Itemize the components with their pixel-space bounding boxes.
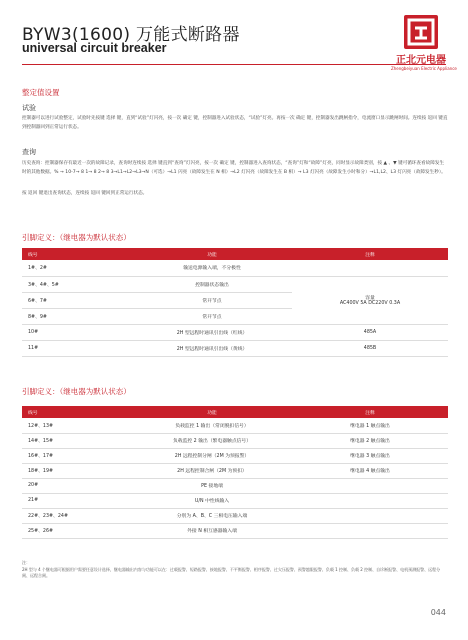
col-header-no: 线号 xyxy=(22,406,132,418)
brand-logo xyxy=(391,15,457,71)
pin-table-1 xyxy=(22,248,448,357)
pin-func: U/N 中性线输入 xyxy=(132,493,292,508)
pin-func: PE 接地端 xyxy=(132,478,292,493)
test-description: 控制器可以进行试验整定，试验时先按键 选择 键，直到“试验”灯闪亮，按一次 确定 键，控制器进入试验状态，“试验”灯亮。再按一次 确定 键，控制器发出跳闸指令，电流窗口显示跳闸时间。连续按 返回 键直到控制器回到正常运行状态。 xyxy=(22,116,448,130)
col-header-note: 注释 xyxy=(292,248,448,260)
pin-func: 输送电源输入端，不分极性 xyxy=(132,260,292,276)
pin-no: 22#、23#、24# xyxy=(22,508,132,523)
pin-func: 常开节点 xyxy=(132,308,292,324)
footnote-text: 2H 型与 4 个继电器可根据用户需要任意设计选择，继电器输出内容与功能可以在：过载报警、短路报警、接地报警、不平衡报警、相序报警、过欠压报警、预警越限报警、负载 1 控制、负载 2 控制、自诊断报警、电机预测报警、远程分闸、远程合闸。 xyxy=(22,566,441,578)
pin-no: 14#、15# xyxy=(22,433,132,448)
pin-func: 常开节点 xyxy=(132,292,292,308)
pin-note xyxy=(292,260,448,276)
pin-no: 8#、9# xyxy=(22,308,132,324)
section-title-setting: 整定值设置 xyxy=(22,88,60,97)
pin-note xyxy=(292,523,448,538)
pin-note xyxy=(292,478,448,493)
pin-no: 10# xyxy=(22,324,132,340)
pin-func: 2H 远程控制分闸（2M 为预报警） xyxy=(132,448,292,463)
capacity-value: AC400V 5A DC220V 0.3A xyxy=(339,301,401,306)
col-header-func: 功能 xyxy=(132,406,292,418)
pin-func: 2H 型远程时通讯引出线（黄线） xyxy=(132,340,292,356)
pin-func: 2H 型远程时通讯引出线（红线） xyxy=(132,324,292,340)
pin-note: 485A xyxy=(292,324,448,340)
table-row xyxy=(22,478,448,493)
table-row xyxy=(22,260,448,276)
table-row xyxy=(22,493,448,508)
pin-table-2-title: 引脚定义：（继电器为默认状态） xyxy=(22,387,131,396)
pin-func: 外接 N 相互感器输入端 xyxy=(132,523,292,538)
pin-no: 1#、2# xyxy=(22,260,132,276)
pin-no: 21# xyxy=(22,493,132,508)
pin-no: 25#、26# xyxy=(22,523,132,538)
table-row xyxy=(22,508,448,523)
table-row xyxy=(22,340,448,356)
subsection-title-query: 查询 xyxy=(22,148,36,156)
footnote-label: 注： xyxy=(22,560,30,565)
table-row xyxy=(22,418,448,433)
col-header-func: 功能 xyxy=(132,248,292,260)
pin-no: 18#、19# xyxy=(22,463,132,478)
pin-note xyxy=(292,493,448,508)
pin-note xyxy=(292,508,448,523)
table-row xyxy=(22,448,448,463)
page-title: BYW3(1600) 万能式断路器 xyxy=(22,25,240,45)
footnote xyxy=(22,560,448,580)
page-subtitle: universal circuit breaker xyxy=(22,41,167,55)
pin-func: 控制器状态输出 xyxy=(132,276,292,292)
pin-note: 485B xyxy=(292,340,448,356)
query-description: 历史查询：控制器保存有最近一次的故障记录，查询时连续按 选择 键直到“查询”灯闪亮，按一次 确定 键，控制器进入查询状态，“查询”灯和“故障”灯亮，同时显示故障类别，按 ▲ 、▼ 键可循环查看故障发生时的其他数据。% → 10-7→ 8 1→ 8 2→ 8 3→L1→L2→L3→N（可选）→L1 闪亮（故障发生在 N 相）→L2 灯闪亮（故障发生在 B 相）→ L3 灯闪亮（故障发生小时和分）→L1,L2、L3 灯闪亮（故障发生秒）。 xyxy=(22,161,446,175)
pin-no: 11# xyxy=(22,340,132,356)
pin-no: 12#、13# xyxy=(22,418,132,433)
query-description-exit: 按 返回 键退出查询状态，连续按 返回 键回到正常运行状态。 xyxy=(22,191,148,196)
pin-func: 2H 远程控制合闸（2M 为预扣） xyxy=(132,463,292,478)
logo-mark-icon xyxy=(404,15,438,49)
table-row xyxy=(22,324,448,340)
pin-note-capacity xyxy=(292,276,448,324)
pin-table-2 xyxy=(22,406,448,539)
pin-no: 16#、17# xyxy=(22,448,132,463)
logo-text: 正北元电器 xyxy=(396,55,446,66)
pin-no: 20# xyxy=(22,478,132,493)
logo-english: Zhengbeiyuan Electric Appliance xyxy=(391,66,457,71)
table-row xyxy=(22,463,448,478)
pin-func: 负载监控 2 输出（繁电器触点信号） xyxy=(132,433,292,448)
pin-no: 3#、4#、5# xyxy=(22,276,132,292)
pin-func: 负载监控 1 输出（常闭脱扣信号） xyxy=(132,418,292,433)
pin-note: 继电器 4 触点输出 xyxy=(292,463,448,478)
pin-note: 继电器 1 触点输出 xyxy=(292,418,448,433)
table-row xyxy=(22,276,448,292)
table-row xyxy=(22,433,448,448)
table-header-row xyxy=(22,248,448,260)
col-header-note: 注释 xyxy=(292,406,448,418)
page-number: 044 xyxy=(430,608,446,617)
subsection-title-test: 试验 xyxy=(22,104,36,112)
col-header-no: 线号 xyxy=(22,248,132,260)
pin-no: 6#、7# xyxy=(22,292,132,308)
pin-func: 分别为 A、B、C 三相电压输入端 xyxy=(132,508,292,523)
table-header-row xyxy=(22,406,448,418)
pin-note: 继电器 3 触点输出 xyxy=(292,448,448,463)
pin-note: 继电器 2 触点输出 xyxy=(292,433,448,448)
capacity-label: 容量 xyxy=(365,296,375,301)
table-row xyxy=(22,523,448,538)
header-divider xyxy=(22,64,446,65)
pin-table-1-title: 引脚定义：（继电器为默认状态） xyxy=(22,233,131,242)
